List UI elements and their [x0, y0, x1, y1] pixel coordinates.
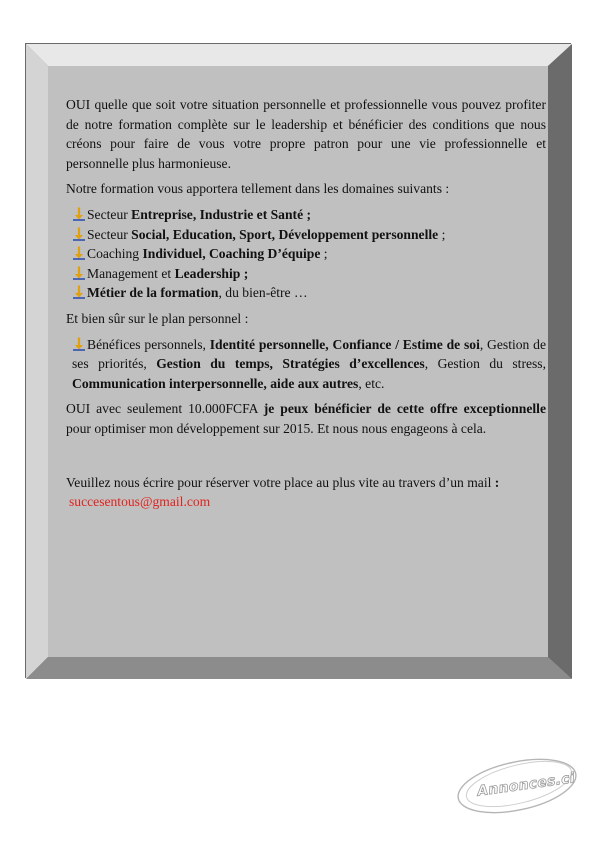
arrow-bullet-icon — [72, 246, 86, 260]
personal-benefits: Bénéfices personnels, Identité personnelle, Confiance / Estime de soi, Gestion de ses priorités, Gestion du temps, Stratégies d’excellences, Gestion du stress, Communication interpersonnelle, aide aux autres, etc. — [72, 336, 546, 391]
document-body — [66, 95, 546, 512]
intro-paragraph: OUI quelle que soit votre situation personnelle et professionnelle vous pouvez profiter de notre formation complète sur le leadership et bénéficier des conditions que nous créons pour faire de vous votre propre patron pour une vie professionnelle et personnelle plus harmonieuse. — [66, 97, 546, 171]
list-item: Management et Leadership ; — [66, 264, 546, 284]
arrow-bullet-icon — [72, 207, 86, 221]
list-item: Métier de la formation, du bien-être … — [66, 283, 546, 303]
domains-intro: Notre formation vous apportera tellement dans les domaines suivants : — [66, 181, 450, 197]
list-item: Secteur Social, Education, Sport, Développement personnelle ; — [66, 225, 546, 245]
email-link[interactable]: succesentous@gmail.com — [69, 494, 211, 510]
offer-paragraph: OUI avec seulement 10.000FCFA je peux bénéficier de cette offre exceptionnelle pour optimiser mon développement sur 2015. Et nous nous engageons à cela. — [66, 401, 546, 436]
arrow-bullet-icon — [72, 227, 86, 241]
list-item: Coaching Individuel, Coaching D’équipe ; — [66, 244, 546, 264]
arrow-bullet-icon — [72, 337, 86, 351]
arrow-bullet-icon — [72, 285, 86, 299]
arrow-bullet-icon — [72, 266, 86, 280]
domains-list — [66, 205, 546, 303]
list-item: Secteur Entreprise, Industrie et Santé ; — [66, 205, 546, 225]
personal-intro: Et bien sûr sur le plan personnel : — [66, 310, 249, 326]
contact-paragraph: Veuillez nous écrire pour réserver votre place au plus vite au travers d’un mail : succesentous@gmail.com — [66, 473, 546, 512]
bevel-frame — [25, 43, 571, 678]
watermark-text: Annonces.ci — [476, 770, 576, 800]
